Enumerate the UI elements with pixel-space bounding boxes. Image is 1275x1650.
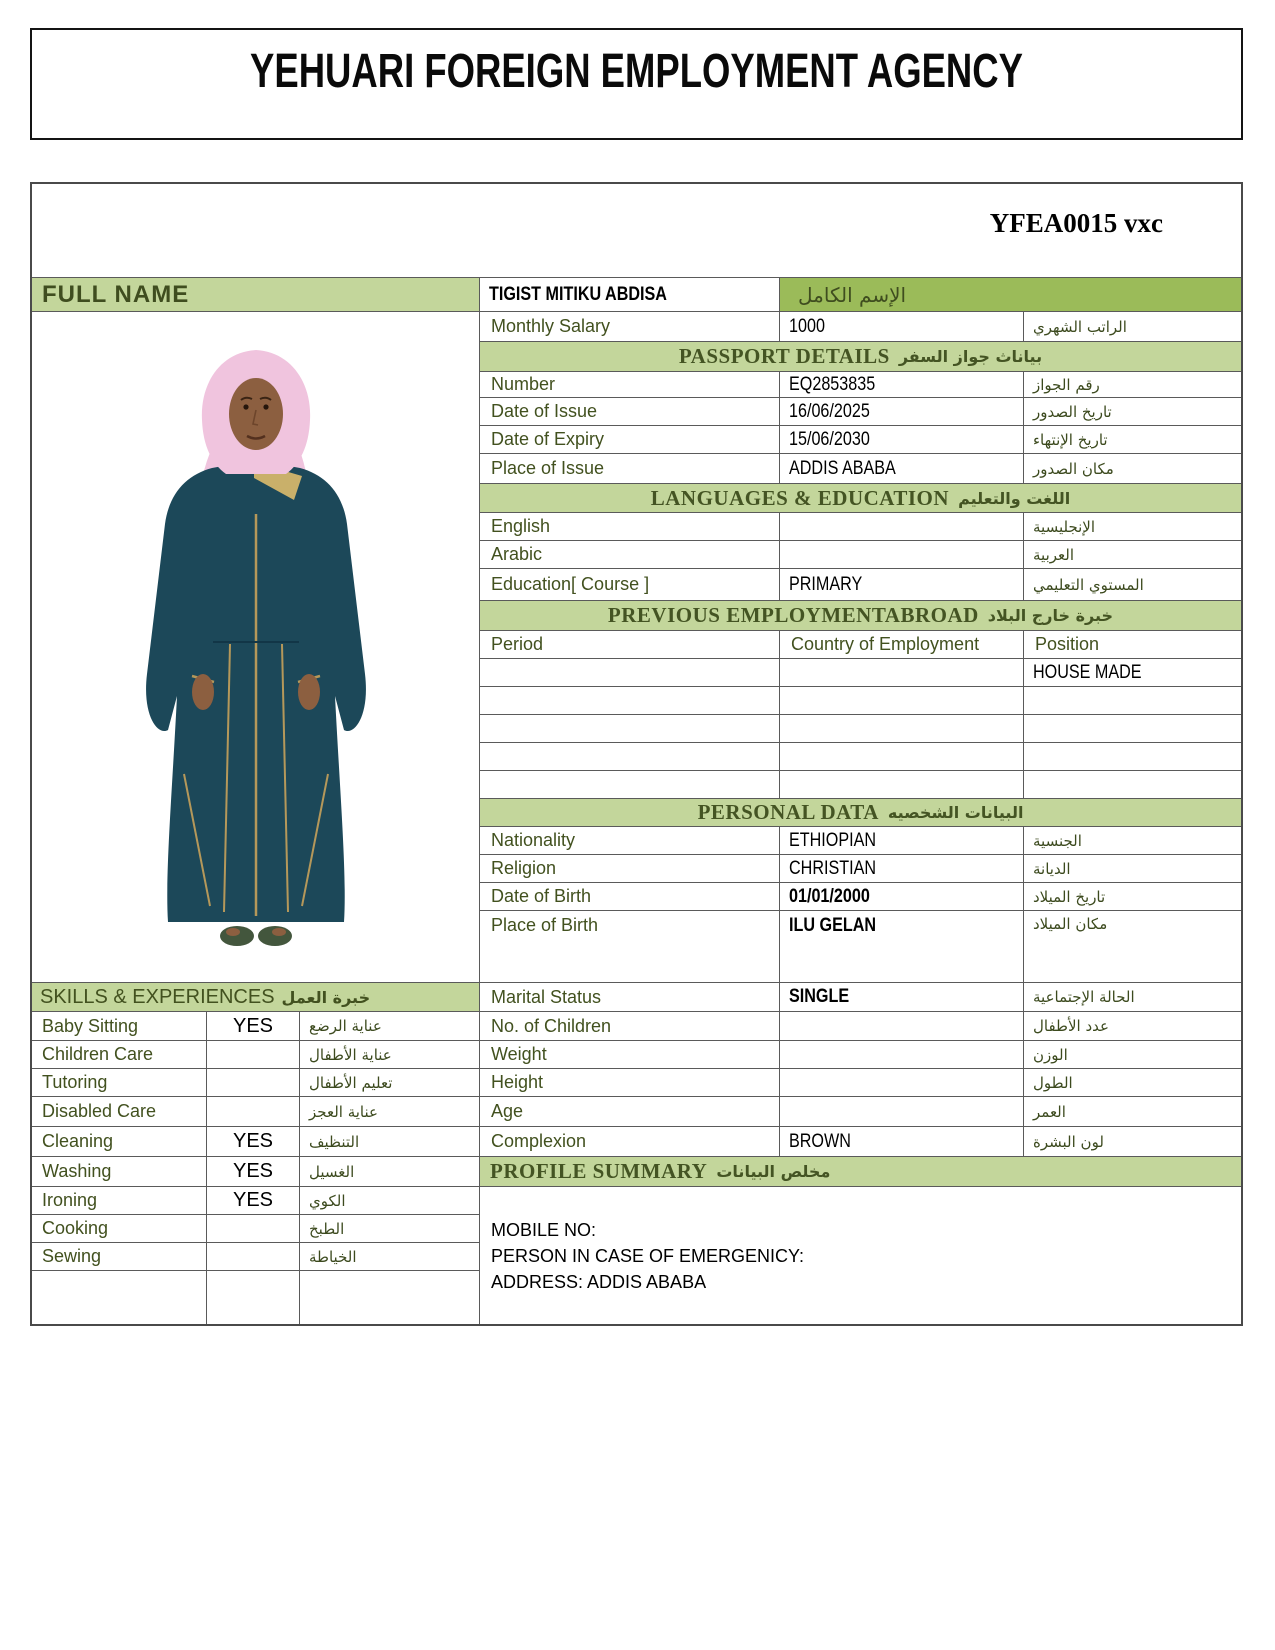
field-value [780,1012,1024,1040]
language-row [480,513,1241,541]
skill-arabic: التنظيف [309,1132,360,1151]
skill-value [207,1215,300,1242]
emergency-line: PERSON IN CASE OF EMERGENICY: [491,1246,805,1266]
field-value [780,1041,1024,1068]
field-label: Height [480,1069,780,1096]
skill-label: Children Care [32,1041,207,1068]
skill-row [32,1243,479,1271]
skill-label: Washing [32,1157,207,1186]
skill-value [207,1243,300,1270]
field-value: CHRISTIAN [780,855,1024,882]
field-arabic: مكان الميلاد [1033,915,1108,933]
skill-value [207,1069,300,1096]
field-arabic: تاريخ الميلاد [1033,887,1106,906]
column-header: Position [1035,634,1100,654]
personal-row [480,1127,1241,1157]
reference-row [32,184,1241,278]
skill-arabic: عناية الأطفال [309,1045,392,1064]
monthly-salary-row [480,312,1241,342]
reference-code: YFEA0015 vxc [989,208,1163,238]
field-arabic: الراتب الشهري [1033,317,1127,336]
cv-table [30,182,1243,1326]
field-label: Number [480,372,780,397]
passport-section-header: PASSPORT DETAILS بياناث جواز السفر [480,342,1241,372]
employment-row: HOUSE MADE [480,659,1241,687]
profile-summary-content [480,1187,1241,1324]
field-label: Date of Birth [480,883,780,910]
skill-row [32,1157,479,1187]
candidate-photo-illustration [106,344,406,964]
personal-row [480,1041,1241,1069]
field-value: BROWN [780,1127,1024,1156]
field-value: 15/06/2030 [780,426,1024,453]
field-label: Weight [480,1041,780,1068]
field-arabic: رقم الجواز [1033,375,1100,394]
field-arabic: الإنجليسية [1033,517,1096,536]
skill-label: Sewing [32,1243,207,1270]
field-value: ETHIOPIAN [780,827,1024,854]
skill-arabic: عناية العجز [309,1102,378,1121]
field-label: Date of Expiry [480,426,780,453]
field-arabic: مكان الصدور [1033,459,1114,478]
passport-row [480,454,1241,484]
passport-row [480,398,1241,426]
skill-value: YES [207,1012,300,1040]
field-arabic: الطول [1033,1073,1073,1092]
skill-row [32,1097,479,1127]
skill-row [32,1127,479,1157]
skill-value [207,1097,300,1126]
field-label: Place of Birth [480,911,780,982]
field-arabic: لون البشرة [1033,1132,1104,1151]
field-label: Education[ Course ] [480,569,780,600]
skill-label: Disabled Care [32,1097,207,1126]
field-value: EQ2853835 [780,372,1024,397]
skill-value: YES [207,1187,300,1214]
skills-header-en: SKILLS & EXPERIENCES [40,985,275,1008]
table-body [32,312,1241,1324]
field-label: Religion [480,855,780,882]
field-value [780,513,1024,540]
skills-empty-area [32,1271,479,1324]
personal-row [480,883,1241,911]
field-arabic: تاريخ الإنتهاء [1033,430,1108,449]
field-value [780,541,1024,568]
skill-value [207,1041,300,1068]
agency-title: YEHUARI FOREIGN EMPLOYMENT AGENCY [250,44,1023,98]
skill-row [32,1215,479,1243]
skill-arabic: الطبخ [309,1219,345,1238]
skill-row [32,1012,479,1041]
skill-label: Tutoring [32,1069,207,1096]
skill-value: YES [207,1127,300,1156]
agency-header [30,28,1243,140]
full-name-row [32,278,1241,312]
field-arabic: الجنسية [1033,831,1082,850]
field-value: ILU GELAN [780,911,1024,982]
field-arabic: عدد الأطفال [1033,1017,1109,1035]
field-label: No. of Children [480,1012,780,1040]
passport-row [480,372,1241,398]
skill-label: Baby Sitting [32,1012,207,1040]
full-name-label: FULL NAME [32,278,480,311]
full-name-value: TIGIST MITIKU ABDISA [480,278,780,311]
skill-arabic: تعليم الأطفال [309,1073,393,1092]
field-arabic: تاريخ الصدور [1033,402,1112,421]
personal-row [480,911,1241,983]
skills-section-header [32,983,479,1012]
skill-arabic: عناية الرضع [309,1017,382,1035]
personal-row [480,983,1241,1012]
field-value [780,1097,1024,1126]
left-column [32,312,480,1324]
skill-label: Cooking [32,1215,207,1242]
full-name-arabic: الإسم الكامل [780,278,1241,311]
field-arabic: المستوي التعليمي [1033,575,1144,594]
skill-row [32,1187,479,1215]
field-label: English [480,513,780,540]
field-value: 01/01/2000 [780,883,1024,910]
field-value: ADDIS ABABA [780,454,1024,483]
field-label: Complexion [480,1127,780,1156]
field-value: PRIMARY [780,569,1024,600]
languages-section-header: LANGUAGES & EDUCATION اللغت والتعليم [480,484,1241,513]
skill-arabic: الغسيل [309,1162,355,1181]
personal-data-section-header: PERSONAL DATA البيانات الشخصيه [480,799,1241,827]
skill-row [32,1041,479,1069]
field-value [780,1069,1024,1096]
field-label: Nationality [480,827,780,854]
skill-value: YES [207,1157,300,1186]
field-label: Age [480,1097,780,1126]
profile-summary-section-header: PROFILE SUMMARY مخلص البيانات [480,1157,1241,1187]
education-row [480,569,1241,601]
employment-row [480,743,1241,771]
address-line: ADDRESS: ADDIS ABABA [491,1272,707,1292]
personal-row [480,1069,1241,1097]
mobile-line: MOBILE NO: [491,1220,597,1240]
employment-section-header: PREVIOUS EMPLOYMENTABROAD خبرة خارج البلاد [480,601,1241,631]
right-column [480,312,1241,1324]
field-arabic: العمر [1033,1102,1066,1121]
candidate-photo [32,312,479,983]
field-label: Place of Issue [480,454,780,483]
field-label: Date of Issue [480,398,780,425]
column-header: Period [480,631,780,658]
personal-row [480,1012,1241,1041]
field-value: 16/06/2025 [780,398,1024,425]
skill-arabic: الكوي [309,1191,346,1210]
field-arabic: الوزن [1033,1045,1068,1064]
skill-arabic: الخياطة [309,1247,357,1266]
passport-row [480,426,1241,454]
employment-row [480,715,1241,743]
field-label: Arabic [480,541,780,568]
skill-label: Ironing [32,1187,207,1214]
column-header: Country of Employment [780,631,1024,658]
employment-row [480,687,1241,715]
skills-header-ar: خبرة العمل [281,987,371,1007]
personal-row [480,827,1241,855]
skill-label: Cleaning [32,1127,207,1156]
field-value: SINGLE [780,983,1024,1011]
field-label: Monthly Salary [480,312,780,341]
skill-row [32,1069,479,1097]
field-arabic: الحالة الإجتماعية [1033,988,1135,1006]
personal-row [480,855,1241,883]
field-label: Marital Status [480,983,780,1011]
field-arabic: العربية [1033,545,1074,564]
field-arabic: الديانة [1033,859,1071,878]
employment-row [480,771,1241,799]
employment-columns-row [480,631,1241,659]
language-row [480,541,1241,569]
field-value: 1000 [780,312,1024,341]
personal-row [480,1097,1241,1127]
